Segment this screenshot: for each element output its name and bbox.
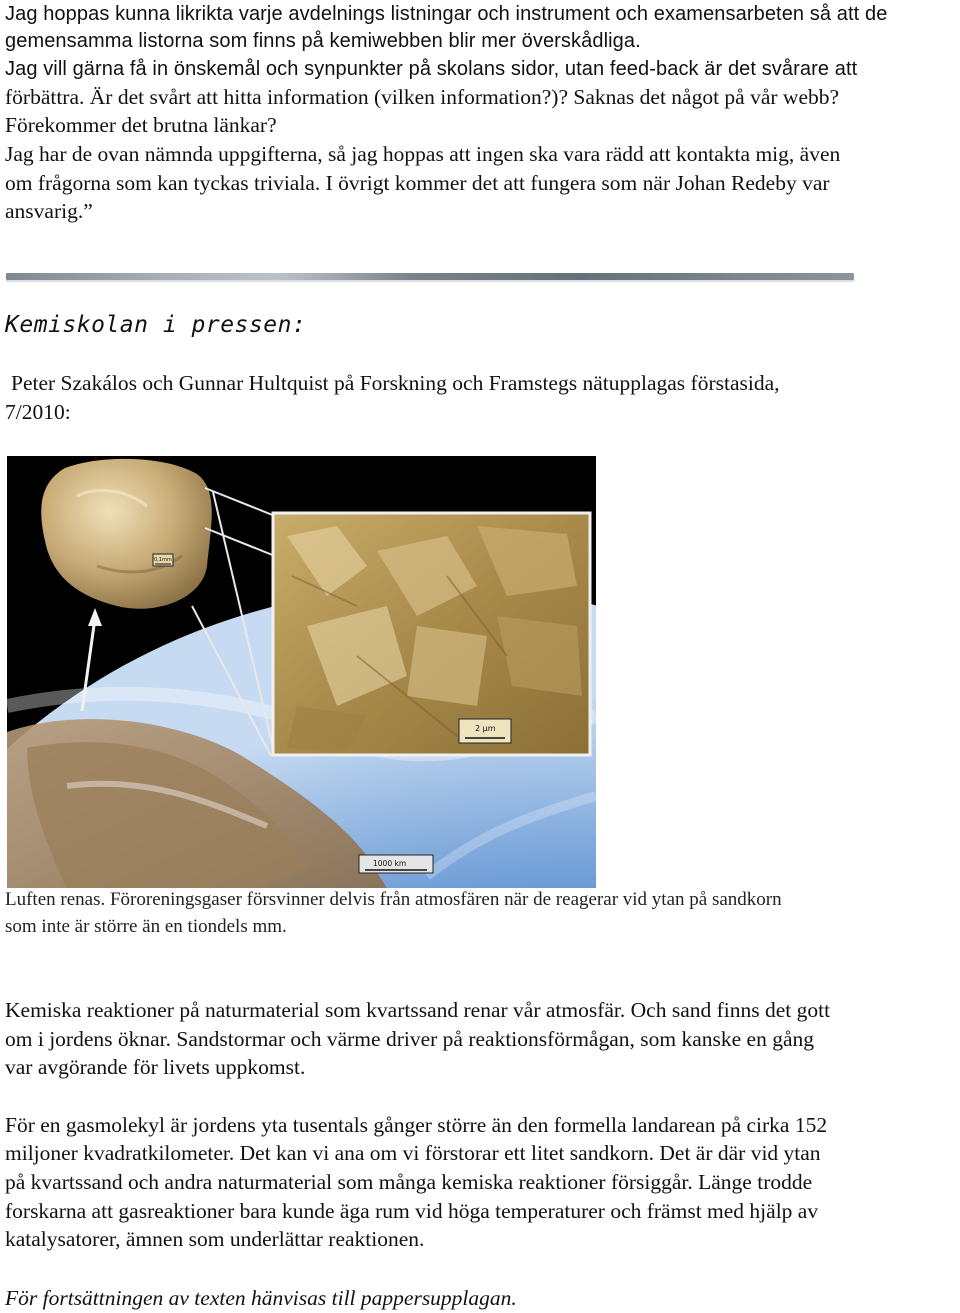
section-divider <box>6 273 854 280</box>
footer-note: För fortsättningen av texten hänvisas till pappersupplagan. <box>5 1286 517 1310</box>
microscope-inset-image <box>273 513 590 755</box>
body-paragraph-2-line-5: katalysatorer, ämnen som underlättar reaktionen. <box>5 1227 425 1251</box>
intro-line-4: förbättra. Är det svårt att hitta information (vilken information?)? Saknas det något på vår webb? <box>5 85 840 109</box>
intro-line-6: Jag har de ovan nämnda uppgifterna, så jag hoppas att ingen ska vara rädd att kontakta mig, även <box>5 142 841 166</box>
intro-line-2: gemensamma listorna som finns på kemiwebben blir mer överskådliga. <box>5 30 641 52</box>
figure-caption-line-1: Luften renas. Föroreningsgaser försvinner delvis från atmosfären när de reagerar vid ytan på sandkorn <box>5 889 782 910</box>
intro-line-1: Jag hoppas kunna likrikta varje avdelnings listningar och instrument och examensarbeten så att de <box>5 3 888 25</box>
body-paragraph-2-line-2: miljoner kvadratkilometer. Det kan vi ana om vi förstorar ett litet sandkorn. Det är där vid ytan <box>5 1141 821 1165</box>
earth-scale-bar <box>359 855 433 873</box>
intro-line-7: om frågorna som kan tyckas triviala. I övrigt kommer det att fungera som när Johan Redeby var <box>5 171 830 195</box>
body-paragraph-1-line-1: Kemiska reaktioner på naturmaterial som kvartssand renar vår atmosfär. Och sand finns det gott <box>5 998 831 1022</box>
body-paragraph-2-line-4: forskarna att gasreaktioner bara kunde äga rum vid höga temperaturer och främst med hjälp av <box>5 1199 819 1223</box>
body-paragraph-2-line-1: För en gasmolekyl är jordens yta tusentals gånger större än den formella landarean på cirka 152 <box>5 1113 828 1137</box>
micro-scale-label: 2 μm <box>475 724 496 733</box>
grain-scale-label: 0,1mm <box>154 557 172 563</box>
body-paragraph-1-line-2: om i jordens öknar. Sandstormar och värme driver på reaktionsförmågan, som kanske en gång <box>5 1027 815 1051</box>
intro-line-3: Jag vill gärna få in önskemål och synpunkter på skolans sidor, utan feed-back är det svårare att <box>5 58 858 80</box>
sand-grain-figure <box>7 456 596 888</box>
intro-line-8: ansvarig.” <box>5 199 93 223</box>
figure-caption-line-2: som inte är större än en tiondels mm. <box>5 916 287 937</box>
body-paragraph-2-line-3: på kvartssand och andra naturmaterial som många kemiska reaktioner försiggår. Länge trodde <box>5 1170 813 1194</box>
section-subtitle-line-1: Peter Szakálos och Gunnar Hultquist på Forskning och Framstegs nätupplagas förstasida, <box>11 371 780 395</box>
section-subtitle-line-2: 7/2010: <box>5 400 71 424</box>
intro-line-5: Förekommer det brutna länkar? <box>5 113 277 137</box>
section-heading: Kemiskolan i pressen: <box>5 312 307 338</box>
body-paragraph-1-line-3: var avgörande för livets uppkomst. <box>5 1055 306 1079</box>
earth-scale-label: 1000 km <box>373 859 407 868</box>
